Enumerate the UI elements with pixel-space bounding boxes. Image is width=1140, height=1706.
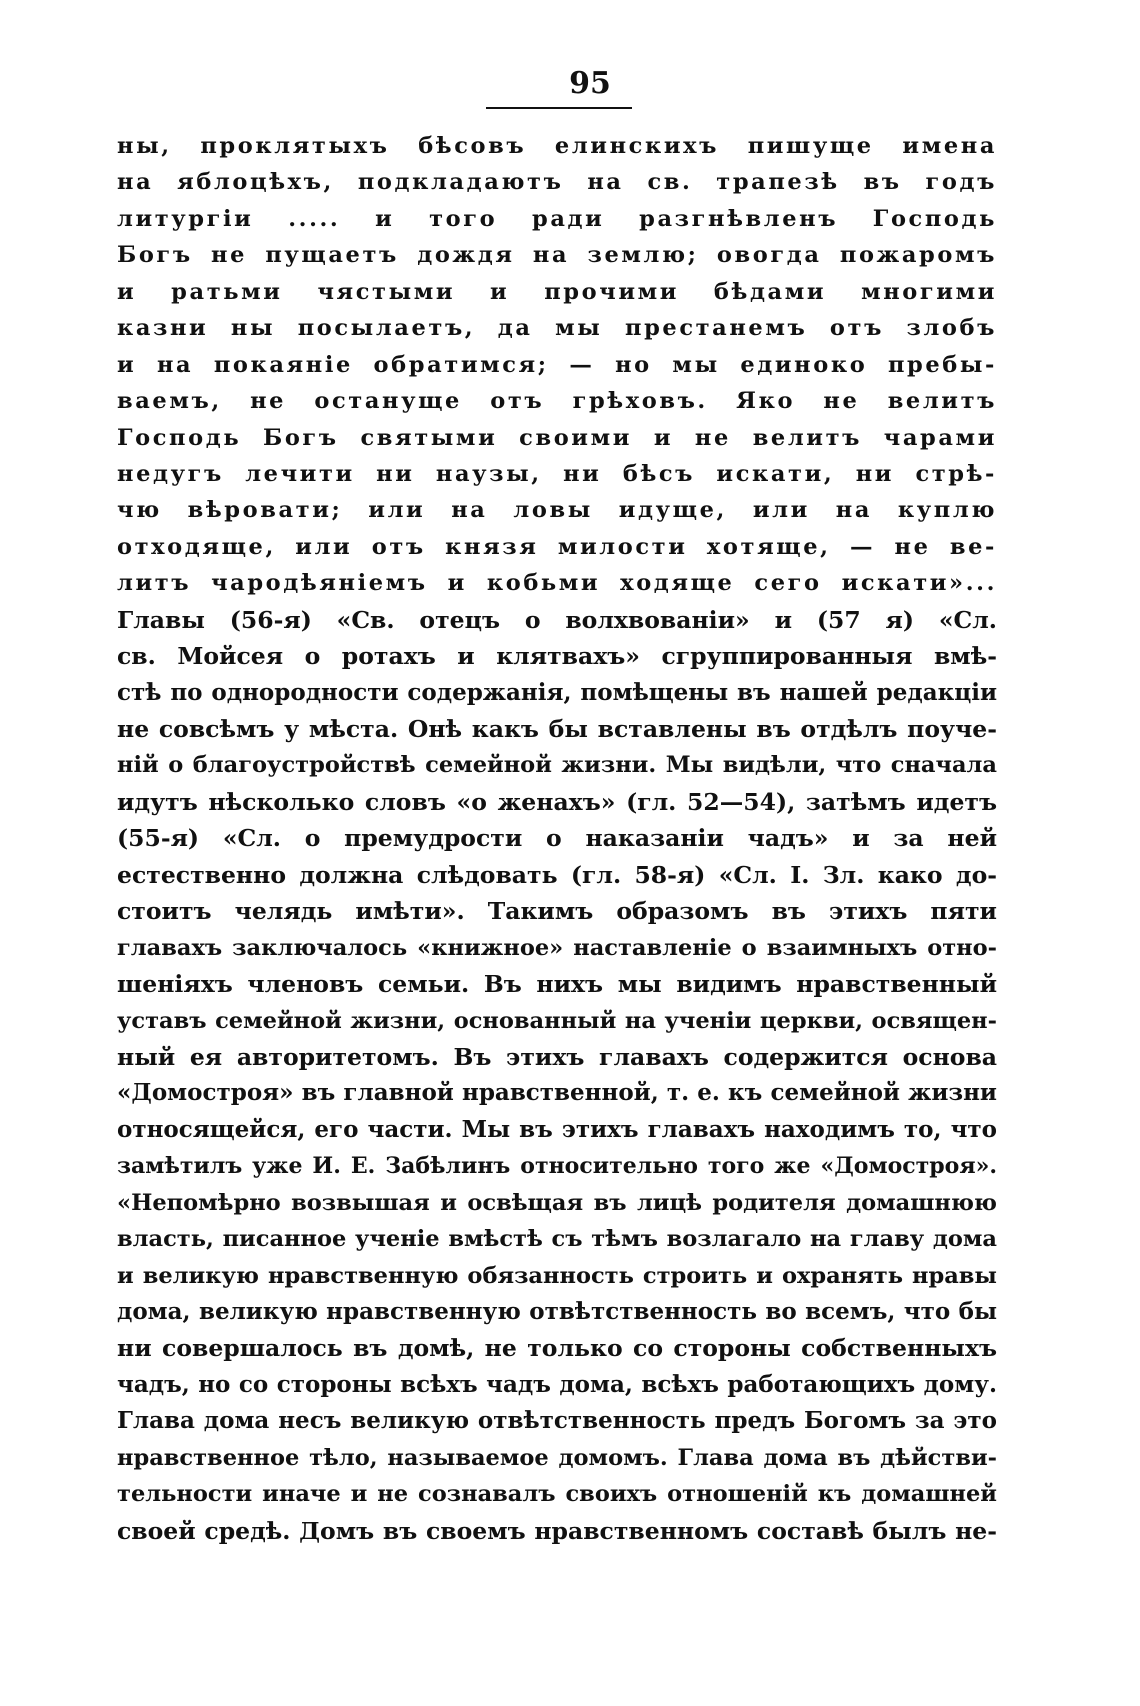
text-line: нравственное тѣло, называемое домомъ. Глава дома въ дѣйстви-: [117, 1444, 997, 1471]
text-line: идутъ нѣсколько словъ «о женахъ» (гл. 52—54), затѣмъ идетъ: [117, 787, 997, 816]
text-line: ны, проклятыхъ бѣсовъ елинскихъ пишуще имена: [117, 133, 997, 159]
header-rule: [486, 107, 632, 109]
text-line: Глава дома несъ великую отвѣтственность предъ Богомъ за это: [117, 1407, 997, 1435]
text-line: литъ чародѣяніемъ и кобьми ходяще сего искати»...: [117, 570, 997, 597]
text-line: тельности иначе и не сознавалъ своихъ отношеній къ домашней: [117, 1481, 997, 1508]
text-line: недугъ лечити ни наузы, ни бѣсъ искати, ни стрѣ-: [117, 460, 997, 487]
text-line: «Непомѣрно возвышая и освѣщая въ лицѣ родителя домашнюю: [117, 1189, 997, 1216]
text-line: и великую нравственную обязанность строить и охранять нравы: [117, 1262, 997, 1289]
text-line: «Домостроя» въ главной нравственной, т. е. къ семейной жизни: [117, 1079, 997, 1107]
text-line: не совсѣмъ у мѣста. Онѣ какъ бы вставлены въ отдѣлъ поуче-: [117, 715, 997, 743]
text-line: казни ны посылаетъ, да мы престанемъ отъ злобъ: [117, 315, 997, 342]
text-line: на яблоцѣхъ, подкладаютъ на св. трапезѣ въ годъ: [117, 169, 997, 196]
page-number: 95: [569, 66, 611, 101]
text-line: власть, писанное ученіе вмѣстѣ съ тѣмъ возлагало на главу дома: [117, 1226, 997, 1253]
text-line: ваемъ, не останущe отъ грѣховъ. Яко не велитъ: [117, 388, 997, 415]
text-line: стоитъ челядь имѣти». Такимъ образомъ въ этихъ пяти: [117, 897, 997, 926]
text-line: ный ея авторитетомъ. Въ этихъ главахъ содержится основа: [117, 1042, 997, 1071]
text-line: (55-я) «Сл. о премудрости о наказаніи чадъ» и за ней: [117, 824, 997, 853]
text-line: чадъ, но со стороны всѣхъ чадъ дома, всѣхъ работающихъ дому.: [117, 1370, 997, 1398]
text-line: своей средѣ. Домъ въ своемъ нравственномъ составѣ былъ не-: [117, 1516, 997, 1545]
body-text: [117, 128, 997, 1549]
text-line: Господь Богъ святыми своими и не велитъ чарами: [117, 424, 997, 451]
text-line: уставъ семейной жизни, основанный на ученіи церкви, освящен-: [117, 1007, 997, 1034]
text-line: св. Мойсея о ротахъ и клятвахъ» сгруппированныя вмѣ-: [117, 642, 997, 671]
text-line: главахъ заключалось «книжное» наставленіе о взаимныхъ отно-: [117, 934, 997, 961]
text-line: Главы (56-я) «Св. отецъ о волхвованіи» и (57 я) «Сл.: [117, 605, 997, 634]
text-line: замѣтилъ уже И. Е. Забѣлинъ относительно того же «Домостроя».: [117, 1153, 997, 1180]
text-line: относящейся, его части. Мы въ этихъ главахъ находимъ то, что: [117, 1115, 997, 1143]
text-line: дома, великую нравственную отвѣтственность во всемъ, что бы: [117, 1298, 997, 1325]
text-line: стѣ по однородности содержанія, помѣщены въ нашей редакціи: [117, 678, 997, 706]
text-line: естественно должна слѣдовать (гл. 58-я) «Сл. I. Зл. како до-: [117, 860, 997, 889]
text-line: отходяще, или отъ князя милости хотяще, — не ве-: [117, 533, 997, 560]
text-line: литургіи ..... и того ради разгнѣвленъ Господь: [117, 205, 997, 232]
text-line: шеніяхъ членовъ семьи. Въ нихъ мы видимъ нравственный: [117, 970, 997, 999]
text-line: и на покаяніе обратимся; — но мы единоко пребы-: [117, 351, 997, 378]
text-line: ній о благоустройствѣ семейной жизни. Мы видѣли, что сначала: [117, 752, 997, 779]
text-line: и ратьми чястыми и прочими бѣдами многими: [117, 278, 997, 305]
text-line: Богъ не пущаетъ дождя на землю; овогда пожаромъ: [117, 242, 997, 269]
text-line: ни совершалось въ домѣ, не только со стороны собственныхъ: [117, 1334, 997, 1363]
text-line: чю вѣровати; или на ловы идуще, или на куплю: [117, 497, 997, 524]
